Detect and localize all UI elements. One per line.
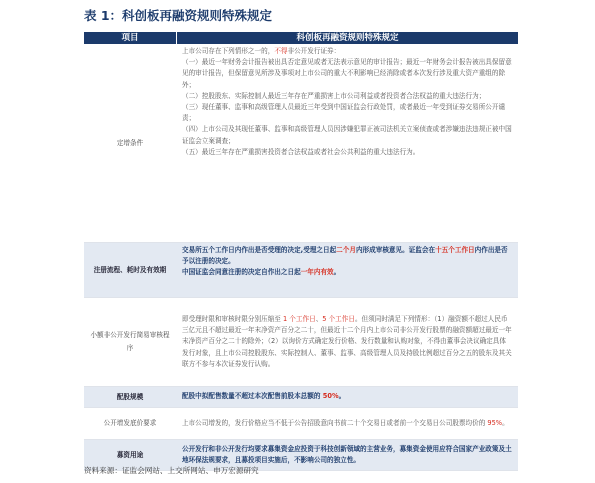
row-content	[176, 408, 518, 439]
highlight-text: 一年内有效	[300, 268, 334, 277]
table-row	[84, 298, 518, 387]
rule-paragraph: 中国证监会同意注册的决定自作出之日起一年内有效。	[182, 268, 341, 277]
row-label: 公开增发底价要求	[103, 419, 157, 427]
row-label: 募资用途	[116, 450, 144, 459]
rule-paragraph: （一）最近一年财务会计报告被出具否定意见或者无法表示意见的审计报告；最近一年财务会计报告被出具保留意见的审计报告，但保留意见所涉及事项对上市公司的重大不利影响已经消除或者本次发行涉及重大资产重组的除外；	[182, 58, 512, 89]
table-row	[84, 44, 518, 243]
highlight-text: 50%	[322, 392, 339, 401]
table-row	[84, 387, 518, 408]
header-rule: 科创板再融资规则特殊规定	[296, 33, 399, 43]
highlight-text: 不得	[274, 47, 288, 55]
row-content	[176, 387, 518, 407]
row-label: 配股规模	[116, 392, 144, 401]
highlight-text: 二个月	[336, 246, 356, 254]
header-item: 项目	[84, 32, 177, 44]
rules-table	[84, 32, 518, 471]
rule-paragraph: 交易所五个工作日内作出是否受理的决定,受理之日起二个月内形成审核意见。证监会在十五个工作日内作出是否予以注册的决定。	[182, 246, 508, 266]
rule-paragraph: 即受理时限和审核时限分别压缩至 1 个工作日、5 个工作日。但须同时满足下列情形：（1）融资额不超过人民币三亿元且不超过最近一年末净资产百分之二十，但最近十二个月内上市公司非公开发行股票的融资额超过最近一年末净资产百分之二十的除外；（2）以询价方式确定发行价格、发行数量和认购对象，不得由董事会决议确定具体发行对象，且上市公司控股股东、实际控制人、董事、监事、高级管理人员及持股比例超过百分之五的股东及其关联方不参与本次证券发行认购。	[182, 314, 512, 368]
row-content	[176, 298, 518, 386]
source-note: 资料来源：证监会网站、上交所网站、申万宏源研究	[84, 466, 259, 475]
table-header	[84, 32, 518, 44]
rule-paragraph: 上市公司增发的，发行价格应当不低于公告招股意向书前二十个交易日或者前一个交易日公司股票均价的 95%。	[182, 418, 509, 427]
row-label: 小额非公开发行简易审核程序	[90, 331, 170, 352]
rule-paragraph: （四）上市公司及其现任董事、监事和高级管理人员因涉嫌犯罪正被司法机关立案侦查或者涉嫌违法违规正被中国证监会立案调查；	[182, 125, 512, 145]
highlight-text: 5 个工作日	[322, 314, 355, 323]
rule-paragraph: （五）最近三年存在严重损害投资者合法权益或者社会公共利益的重大违法行为。	[182, 147, 420, 156]
table-row	[84, 243, 518, 298]
row-label: 注册流程、耗时及有效期	[93, 265, 167, 274]
row-content	[176, 44, 518, 242]
row-label: 定增条件	[116, 138, 144, 147]
table-row	[84, 408, 518, 440]
highlight-text: 1 个工作日	[283, 314, 316, 323]
rule-paragraph: 公开发行和非公开发行均要求募集资金应投资于科技创新领域的主营业务，募集资金使用应符合国家产业政策及土地环保法规要求，且募投项目实施后，不影响公司的独立性。	[182, 444, 512, 464]
row-content	[176, 243, 518, 297]
highlight-text: 十五个工作日	[435, 246, 475, 254]
rule-paragraph: （三）现任董事、监事和高级管理人员最近三年受到中国证监会行政处罚，或者最近一年受到证券交易所公开谴责；	[182, 103, 506, 123]
highlight-text: 95%	[487, 418, 503, 427]
rule-paragraph: （二）控股股东、实际控制人最近三年存在严重损害上市公司利益或者投资者合法权益的重大违法行为；	[182, 91, 486, 100]
rule-paragraph: 配股中拟配售数量不超过本次配售前股本总额的 50%。	[182, 392, 346, 401]
table-body	[84, 44, 518, 471]
table-title: 表 1：科创板再融资规则特殊规定	[84, 8, 273, 23]
rule-paragraph: 上市公司存在下列情形之一的，不得非公开发行证券：	[182, 47, 341, 55]
